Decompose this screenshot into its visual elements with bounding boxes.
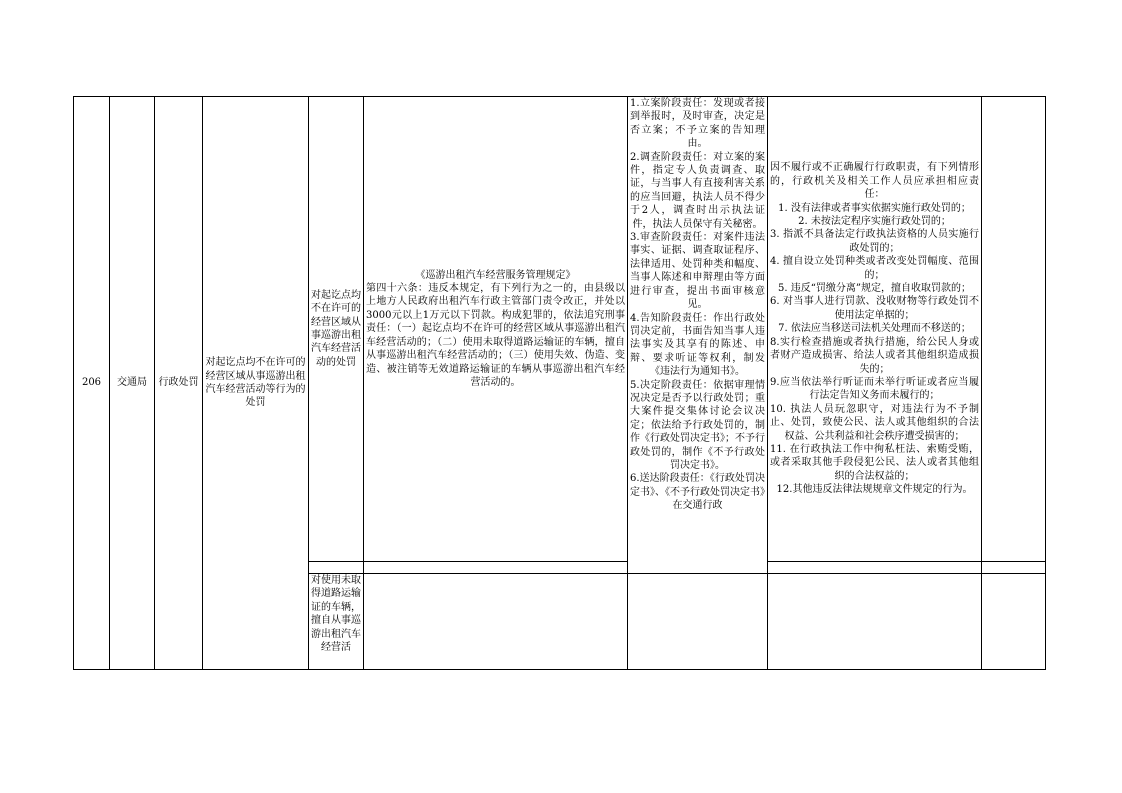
accountability-item: 5. 违反“罚缴分离”规定，擅自收取罚款的； (778, 283, 971, 295)
department-cell: 交通局 (110, 97, 155, 670)
accountability-item: 6. 对当事人进行罚款、没收财物等行政处罚不使用法定单据的； (770, 296, 979, 321)
accountability-item: 11. 在行政执法工作中徇私枉法、索贿受贿，或者采取其他手段侵犯公民、法人或者其他组织的合法权益的； (770, 443, 979, 482)
accountability-item: 2. 未按法定程序实施行政处罚的； (798, 216, 951, 228)
category-cell: 行政处罚 (155, 97, 203, 670)
basis-title: 《巡游出租汽车经营服务管理规定》 (415, 269, 576, 281)
row-number: 206 (74, 97, 110, 670)
accountability-item: 8.实行检查措施或者执行措施，给公民人身或者财产造成损害、给法人或者其他组织造成损失的； (770, 336, 979, 375)
table-row (74, 97, 1046, 562)
accountability-item: 10. 执法人员玩忽职守，对违法行为不予制止、处罚，致使公民、法人或其他组织的合法权益、公共利益和社会秩序遭受损害的； (770, 403, 979, 442)
sub-item-name-2: 对使用未取得道路运输证的车辆，擅自从事巡游出租汽车经营活 (309, 574, 364, 670)
responsibility-item: 6.送达阶段责任：《行政处罚决定书》、《不予行政处罚决定书》在交通行政 (630, 473, 765, 512)
responsibility-item: 5.决定阶段责任：依据审理情况决定是否予以行政处罚；重大案件提交集体讨论会议决定；依法给予行政处罚的，制作《行政处罚决定书》；不予行政处罚的，制作《不予行政处罚决定书》。 (630, 379, 765, 471)
remarks-cell (982, 97, 1046, 562)
empty-cell (628, 574, 768, 670)
empty-cell (982, 562, 1046, 574)
responsibility-item: 2.调查阶段责任：对立案的案件，指定专人负责调查、取证，与当事人有直接利害关系的应当回避，执法人员不得少于2人，调查时出示执法证件，执法人员保守有关秘密。 (630, 151, 765, 230)
accountability-item: 9.应当依法举行听证而未举行听证或者应当履行法定告知义务而未履行的； (770, 376, 979, 402)
accountability-intro: 因不履行或不正确履行行政职责，有下列情形的，行政机关及相关工作人员应承担相应责任： (770, 162, 979, 201)
accountability-cell (768, 97, 982, 562)
sub-item-name-1: 对起讫点均不在许可的经营区域从事巡游出租汽车经营活动的处罚 (309, 97, 364, 562)
empty-cell (768, 562, 982, 574)
basis-text: 第四十六条：违反本规定，有下列行为之一的，由县级以上地方人民政府出租汽车行政主管部门责令改正，并处以3000元以上1万元以下罚款。构成犯罪的，依法追究刑事责任：（一）起讫点均不在许可的经营区域从事巡游出租汽车经营活动的；（二）使用未取得道路运输证的车辆，擅自从事巡游出租汽车经营活动的；（三）使用失效、伪造、变造、被注销等无效道路运输证的车辆从事巡游出租汽车经营活动的。 (366, 283, 625, 388)
empty-cell (982, 574, 1046, 670)
responsibility-table (73, 96, 1046, 670)
responsibility-cell (628, 97, 768, 574)
accountability-item: 3. 指派不具备法定行政执法资格的人员实施行政处罚的； (770, 229, 979, 254)
legal-basis-cell (364, 97, 628, 562)
empty-cell (364, 562, 628, 574)
accountability-item: 12.其他违反法律法规规章文件规定的行为。 (776, 484, 973, 496)
responsibility-item: 1.立案阶段责任：发现或者接到举报时，及时审查，决定是否立案；不予立案的告知理由。 (630, 98, 765, 150)
empty-cell (364, 574, 628, 670)
empty-cell (768, 574, 982, 670)
responsibility-item: 4.告知阶段责任：作出行政处罚决定前，书面告知当事人违法事实及其享有的陈述、申辩、要求听证等权利，制发《违法行为通知书》。 (630, 312, 765, 378)
accountability-item: 4. 擅自设立处罚种类或者改变处罚幅度、范围的； (770, 256, 979, 281)
accountability-item: 7. 依法应当移送司法机关处理而不移送的； (778, 323, 971, 335)
accountability-item: 1. 没有法律或者事实依据实施行政处罚的； (778, 202, 971, 214)
empty-cell (309, 562, 364, 574)
item-name-cell: 对起讫点均不在许可的经营区域从事巡游出租汽车经营活动等行为的处罚 (203, 97, 309, 670)
responsibility-item: 3.审查阶段责任：对案件违法事实、证据、调查取证程序、法律适用、处罚种类和幅度、当事人陈述和申辩理由等方面进行审查，提出书面审核意见。 (630, 232, 765, 311)
